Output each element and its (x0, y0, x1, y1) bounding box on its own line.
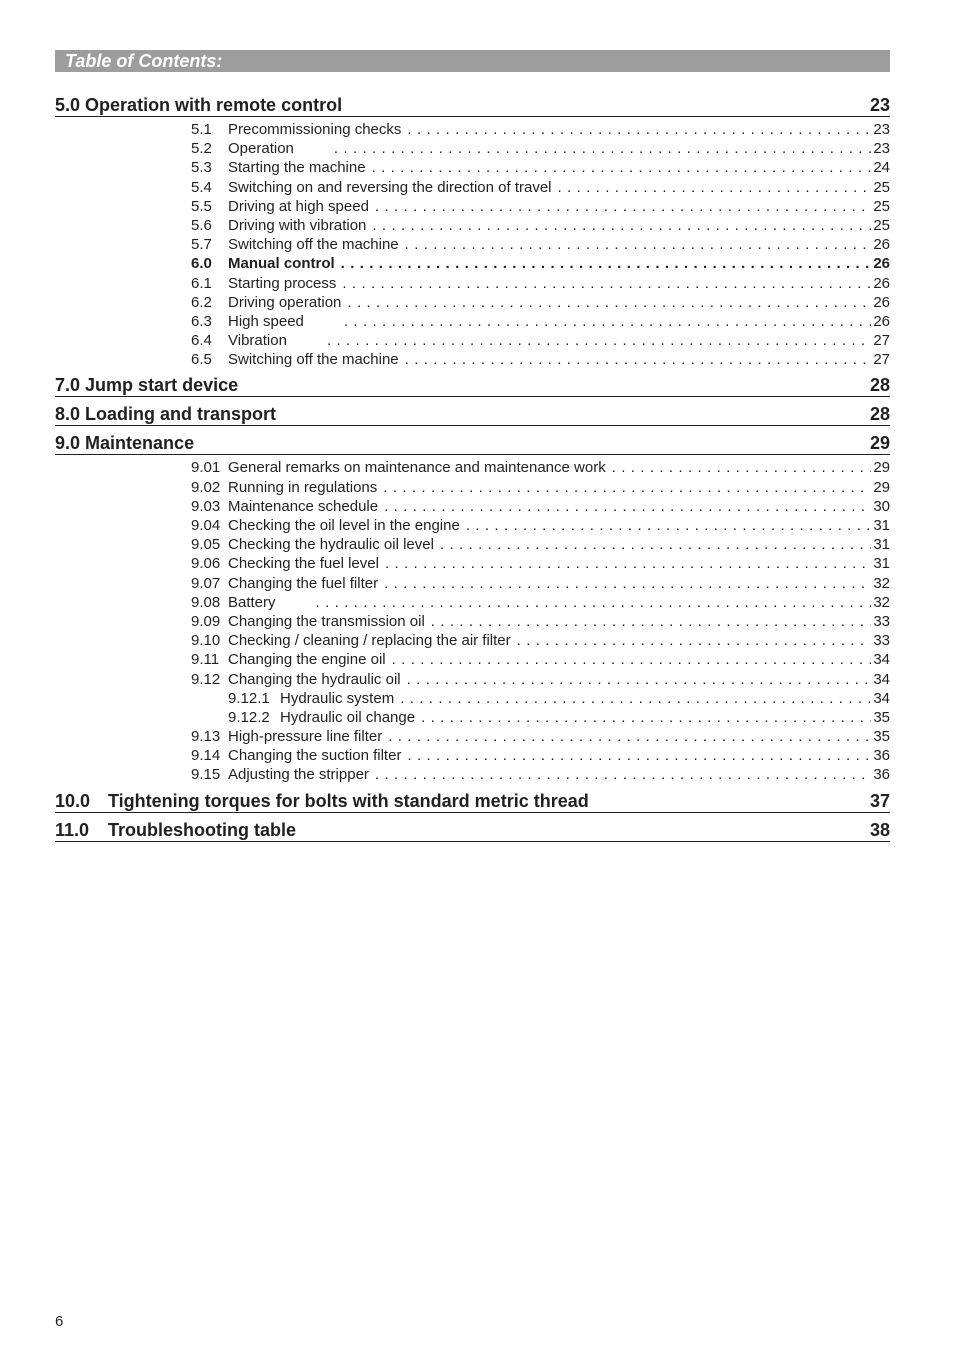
dot-leader (385, 554, 871, 573)
toc-entry-title: Switching on and reversing the direction of travel (228, 178, 552, 196)
toc-subsection-entry[interactable] (55, 612, 890, 631)
dot-leader (405, 235, 872, 254)
toc-entry-number: 6.0 (191, 255, 212, 273)
toc-entry-title: Checking the fuel level (228, 555, 379, 573)
dot-leader (372, 216, 871, 235)
toc-entry-title: Changing the fuel filter (228, 574, 379, 592)
dot-leader (400, 689, 871, 708)
toc-subsection-entry[interactable] (55, 497, 890, 516)
toc-entry-title: Battery (228, 593, 276, 611)
toc-section-page: 37 (869, 790, 890, 811)
toc-subsection-entry[interactable] (55, 727, 890, 746)
toc-entry-page: 26 (873, 274, 890, 292)
dot-leader (612, 458, 872, 477)
toc-entry-number: 5.1 (191, 121, 212, 138)
toc-entry-title: Hydraulic oil change (280, 708, 416, 726)
dot-leader (344, 312, 871, 331)
toc-entry-title: Checking the hydraulic oil level (228, 536, 434, 554)
toc-entry-title: Changing the suction filter (228, 747, 402, 765)
toc-entry-number: 5.6 (191, 216, 212, 234)
toc-section-title: Operation with remote control (85, 95, 343, 115)
toc-entry-title: General remarks on maintenance and maintenance work (228, 459, 606, 477)
toc-entry-page: 33 (873, 612, 890, 630)
toc-entry-title: High-pressure line filter (228, 728, 383, 746)
dot-leader (517, 631, 872, 650)
toc-subsection-entry[interactable] (55, 593, 890, 612)
toc-entry-page: 30 (873, 497, 890, 515)
toc-subsection-entry[interactable] (55, 516, 890, 535)
toc-entry-page: 32 (873, 574, 890, 592)
toc-entry-page: 31 (873, 517, 890, 534)
toc-section-page: 38 (869, 819, 890, 840)
toc-entry-number: 6.1 (191, 274, 212, 292)
dot-leader (384, 574, 871, 593)
toc-section-number: 7.0 (55, 375, 81, 396)
dot-leader (407, 120, 871, 139)
dot-leader (334, 139, 871, 158)
toc-subsection-entry[interactable] (55, 689, 890, 708)
toc-entry-title: Changing the transmission oil (228, 612, 425, 630)
toc-subsection-entry[interactable] (55, 765, 890, 784)
dot-leader (558, 178, 872, 197)
toc-entry-number: 9.06 (191, 555, 221, 573)
toc-section-entry[interactable] (55, 429, 890, 455)
toc-subsection-entry[interactable] (55, 312, 890, 331)
toc-section-number: 10.0 (55, 790, 91, 811)
dot-leader (388, 727, 871, 746)
toc-entry-number: 9.11 (191, 651, 220, 669)
toc-entry-title: Changing the hydraulic oil (228, 670, 401, 688)
toc-entry-page: 34 (873, 670, 890, 688)
toc-entry-title: High speed (228, 312, 304, 330)
toc-entry-number: 6.4 (191, 332, 212, 350)
toc-entry-page: 25 (873, 178, 890, 196)
toc-subsection-entry[interactable] (55, 139, 890, 158)
toc-entry-page: 33 (873, 632, 890, 650)
toc-subsection-entry[interactable] (55, 535, 890, 554)
toc-entry-title: Starting process (228, 274, 337, 292)
dot-leader (316, 593, 872, 612)
toc-entry-number: 6.2 (191, 293, 212, 311)
toc-entry-number: 9.04 (191, 517, 221, 534)
toc-section-page: 28 (869, 404, 890, 425)
toc-entry-page: 36 (873, 747, 890, 765)
toc-subsection-entry[interactable] (55, 178, 890, 197)
toc-entry-title: Vibration (228, 332, 287, 350)
toc-entry-page: 32 (873, 593, 890, 611)
dot-leader (405, 350, 872, 369)
toc-section-heading (55, 94, 342, 116)
toc-subsection-entry[interactable] (55, 331, 890, 350)
toc-entry-page: 31 (873, 536, 890, 554)
toc-subsection-entry[interactable] (55, 631, 890, 650)
dot-leader (375, 197, 871, 216)
dot-leader (375, 765, 871, 784)
toc-subsection-entry[interactable] (55, 216, 890, 235)
toc-entry-title: Running in regulations (228, 478, 378, 496)
toc-section-heading (55, 790, 589, 812)
toc-section-page: 23 (869, 95, 890, 115)
toc-entry-title: Driving at high speed (228, 197, 369, 215)
toc-entry-number: 5.3 (191, 159, 212, 177)
toc-section-number: 8.0 (55, 404, 81, 425)
toc-subsection-entry[interactable] (55, 120, 890, 139)
toc-entry-number: 5.5 (191, 197, 212, 215)
toc-entry-number: 9.01 (191, 459, 221, 477)
dot-leader (466, 516, 871, 535)
toc-section-heading (55, 403, 276, 425)
toc-entry-page: 34 (873, 689, 890, 707)
toc-entry-number: 9.03 (191, 497, 221, 515)
toc-subsection-list (55, 120, 890, 369)
toc-entry-page: 27 (873, 351, 890, 369)
dot-leader (407, 670, 872, 689)
toc-entry-number: 6.3 (191, 312, 212, 330)
toc-section-entry[interactable] (55, 816, 890, 842)
toc-entry-title: Checking the oil level in the engine (228, 517, 460, 534)
toc-subsection-entry[interactable] (55, 650, 890, 669)
toc-entry-number: 5.4 (191, 178, 212, 196)
toc-section-entry[interactable] (55, 94, 890, 117)
toc-entry-title: Driving operation (228, 293, 342, 311)
dot-leader (392, 650, 872, 669)
toc-entry-page: 36 (873, 766, 890, 784)
toc-section-title: Troubleshooting table (108, 819, 297, 840)
toc-entry-number: 9.07 (191, 574, 221, 592)
toc-section-page: 28 (869, 375, 890, 396)
toc-section-title: Jump start device (85, 375, 239, 396)
toc-entry-page: 25 (873, 197, 890, 215)
toc-subsection-entry[interactable] (55, 235, 890, 254)
toc-entry-page: 26 (873, 293, 890, 311)
toc-entry-number: 5.2 (191, 140, 212, 158)
toc-header-banner (55, 50, 890, 72)
dot-leader (327, 331, 871, 350)
dot-leader (384, 497, 871, 516)
toc-entry-title: Operation (228, 140, 294, 158)
toc-section-number: 9.0 (55, 433, 81, 454)
toc-entry-number: 9.02 (191, 478, 221, 496)
toc-entry-number: 6.5 (191, 351, 212, 369)
toc-entry-page: 24 (873, 159, 890, 177)
toc-entry-number: 9.05 (191, 536, 221, 554)
toc-entry-title: Switching off the machine (228, 351, 399, 369)
toc-entry-number: 5.7 (191, 236, 212, 254)
toc-subsection-list (55, 458, 890, 784)
toc-entry-page: 27 (873, 332, 890, 350)
toc-subsection-entry[interactable] (55, 350, 890, 369)
toc-section-heading (55, 819, 296, 841)
toc-entry-page: 29 (873, 459, 890, 477)
toc-subsection-entry[interactable] (55, 458, 890, 477)
toc-subsection-entry[interactable] (55, 574, 890, 593)
table-of-contents (55, 94, 890, 845)
toc-subsection-entry[interactable] (55, 670, 890, 689)
dot-leader (341, 254, 872, 273)
toc-section-entry[interactable] (55, 400, 890, 426)
toc-entry-title: Switching off the machine (228, 236, 399, 254)
toc-entry-page: 26 (873, 236, 890, 254)
toc-entry-title: Starting the machine (228, 159, 366, 177)
toc-section-page: 29 (869, 433, 890, 454)
toc-entry-number: 9.15 (191, 766, 221, 784)
dot-leader (407, 746, 871, 765)
toc-section-title: Maintenance (85, 433, 195, 454)
dot-leader (347, 293, 871, 312)
toc-entry-title: Changing the engine oil (228, 651, 386, 669)
dot-leader (421, 708, 871, 727)
toc-entry-number: 9.12.2 (228, 708, 270, 726)
toc-section-number: 5.0 (55, 95, 81, 115)
page-number: 6 (55, 1313, 64, 1330)
toc-subsection-entry[interactable] (55, 254, 890, 273)
toc-entry-title: Maintenance schedule (228, 497, 379, 515)
toc-entry-title: Manual control (228, 255, 335, 273)
toc-entry-number: 9.12.1 (228, 689, 270, 707)
toc-subsection-entry[interactable] (55, 746, 890, 765)
dot-leader (372, 158, 872, 177)
toc-entry-title: Adjusting the stripper (228, 766, 369, 784)
toc-entry-number: 9.08 (191, 593, 221, 611)
toc-entry-number: 9.10 (191, 632, 221, 650)
toc-subsection-entry[interactable] (55, 158, 890, 177)
dot-leader (383, 478, 871, 497)
toc-header-title: Table of Contents: (65, 51, 223, 71)
toc-entry-title: Driving with vibration (228, 216, 367, 234)
toc-subsection-entry[interactable] (55, 554, 890, 573)
toc-entry-page: 29 (873, 478, 890, 496)
toc-entry-page: 35 (873, 708, 890, 726)
toc-section-title: Loading and transport (85, 404, 277, 425)
toc-entry-page: 31 (873, 555, 890, 573)
toc-entry-page: 25 (873, 216, 890, 234)
dot-leader (431, 612, 872, 631)
toc-entry-page: 35 (873, 728, 890, 746)
toc-entry-number: 9.12 (191, 670, 221, 688)
dot-leader (342, 274, 871, 293)
toc-section-number: 11.0 (55, 819, 90, 840)
toc-section-title: Tightening torques for bolts with standard metric thread (108, 790, 589, 811)
toc-section-entry[interactable] (55, 787, 890, 813)
toc-entry-number: 9.13 (191, 728, 221, 746)
toc-section-heading (55, 374, 238, 396)
toc-entry-number: 9.14 (191, 747, 221, 765)
toc-entry-title: Precommissioning checks (228, 121, 402, 138)
toc-entry-title: Hydraulic system (280, 689, 395, 707)
toc-subsection-entry[interactable] (55, 708, 890, 727)
toc-subsection-entry[interactable] (55, 197, 890, 216)
toc-entry-page: 23 (873, 140, 890, 158)
toc-entry-title: Checking / cleaning / replacing the air filter (228, 632, 511, 650)
toc-section-heading (55, 432, 194, 454)
toc-entry-page: 26 (873, 312, 890, 330)
dot-leader (440, 535, 871, 554)
toc-section-entry[interactable] (55, 371, 890, 397)
toc-entry-page: 34 (873, 651, 890, 669)
toc-subsection-entry[interactable] (55, 293, 890, 312)
toc-entry-page: 26 (873, 255, 890, 273)
toc-subsection-entry[interactable] (55, 274, 890, 293)
toc-entry-page: 23 (873, 121, 890, 138)
toc-entry-number: 9.09 (191, 612, 221, 630)
toc-subsection-entry[interactable] (55, 478, 890, 497)
